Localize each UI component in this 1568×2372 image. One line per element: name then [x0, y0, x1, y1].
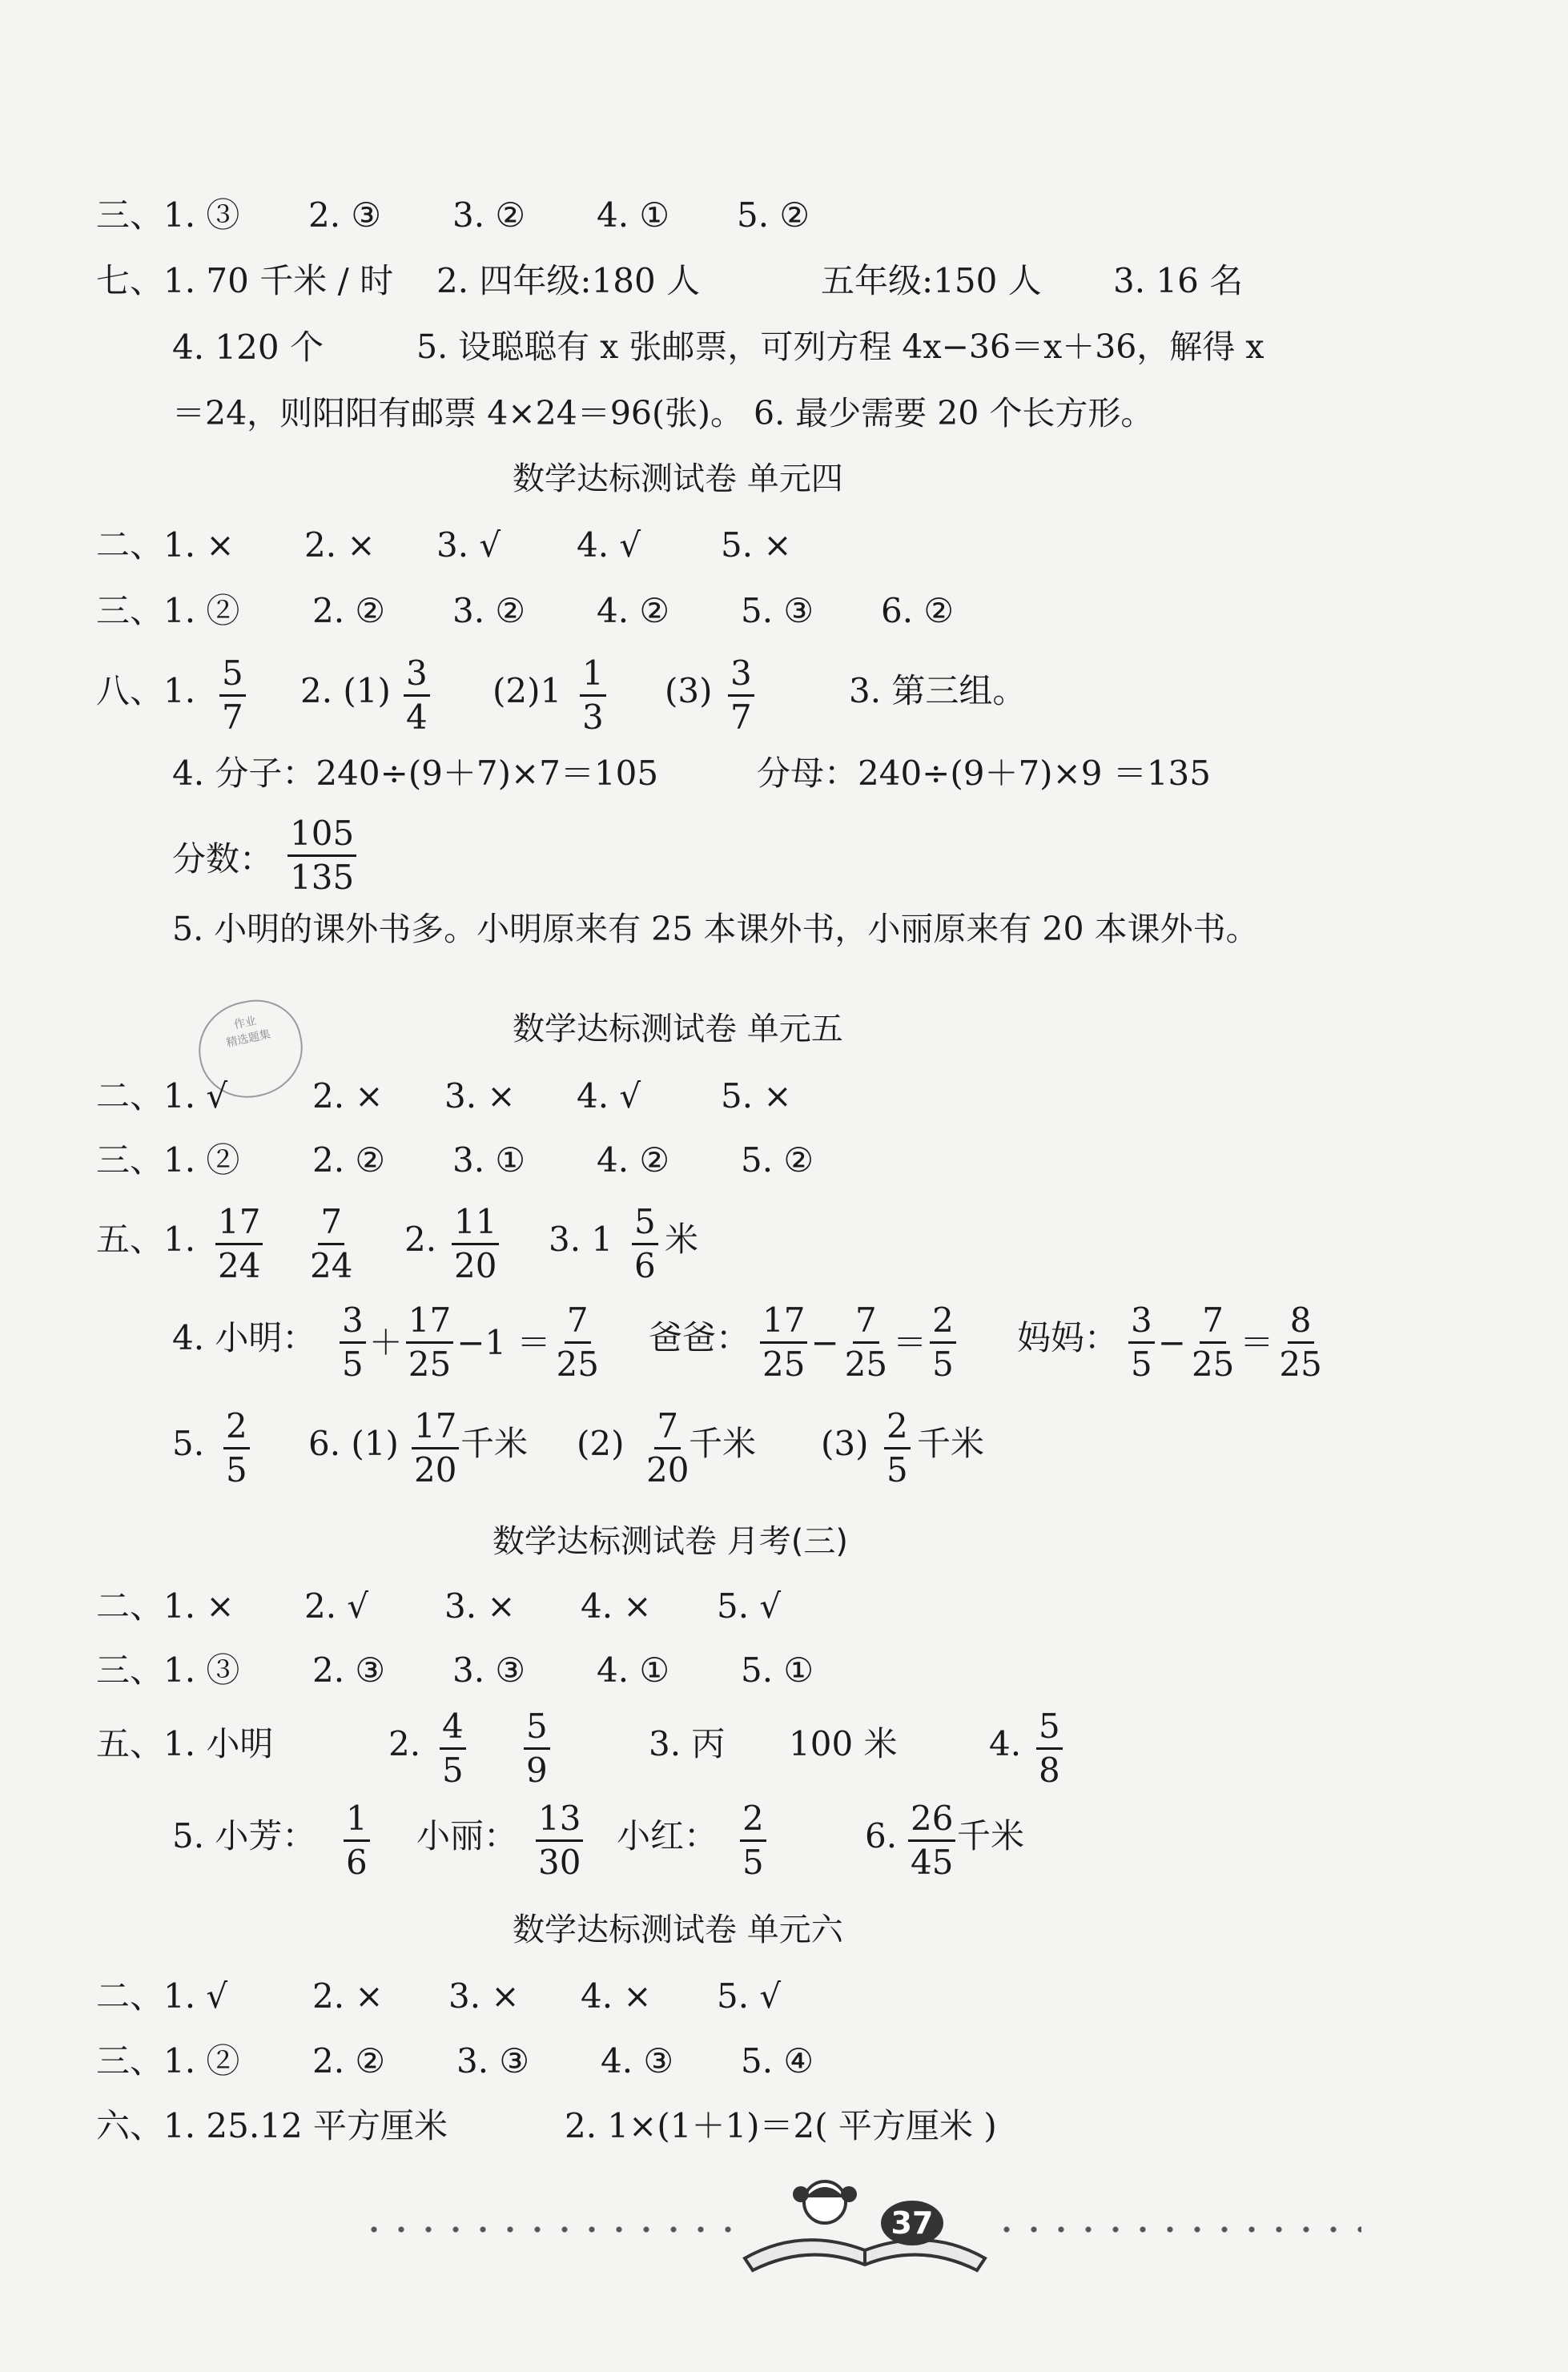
answer-item: 千米	[917, 1424, 985, 1463]
fraction: $\frac{26}{45}$	[908, 1802, 955, 1880]
answer-item: 6. (1)	[308, 1424, 399, 1463]
operator: −1 ＝	[456, 1322, 551, 1362]
answer-item: 2. ×	[304, 525, 376, 565]
operator: ＝	[1240, 1322, 1274, 1362]
answer-item: 5. ×	[721, 1076, 792, 1116]
fraction: $\frac{105}{135}$	[287, 817, 356, 895]
answer-item: 4. ×	[581, 1976, 652, 2016]
answer-item: ＝24，则阳阳有邮票 4×24＝96(张)。 6. 最少需要 20 个长方形。	[172, 394, 1154, 432]
answer-item: 4. 小明：	[172, 1318, 316, 1357]
answer-item: 2. ②	[312, 2041, 386, 2081]
equation	[757, 1301, 959, 1384]
answer-item: 5. √	[717, 1976, 782, 2016]
answer-item: 五、1. 小明	[96, 1724, 274, 1763]
section-title-text: 数学达标测试卷 单元六	[513, 1912, 843, 1948]
fraction: $\frac{7}{25}$	[556, 1301, 599, 1384]
answer-item: 二、1. √	[96, 1976, 228, 2016]
answer-item: 2. √	[304, 1586, 369, 1626]
answer-item: 五年级:150 人	[821, 261, 1042, 300]
fraction: $\frac{17}{24}$	[215, 1205, 263, 1283]
answer-item: 3. 1	[549, 1220, 613, 1259]
answer-item: 2. ③	[308, 195, 382, 235]
answer-item: 2. 1×(1＋1)＝2( 平方厘米 )	[565, 2106, 997, 2145]
answer-item: 3. ×	[444, 1586, 516, 1626]
dotted-rule-left	[360, 2226, 745, 2233]
answer-item: 二、1. √	[96, 1076, 228, 1116]
section-title-text: 数学达标测试卷 单元五	[513, 1011, 843, 1047]
answer-item: (2)	[577, 1424, 625, 1463]
answer-item: 三、1. ②	[96, 591, 240, 630]
answer-item: 6. ②	[881, 591, 955, 630]
answer-item: 2. ×	[312, 1076, 384, 1116]
answer-item: 3. ①	[452, 1140, 526, 1180]
answer-item: 5.	[172, 1424, 205, 1463]
answer-item: 5. ②	[737, 195, 810, 235]
answer-item: 5. ③	[741, 591, 814, 630]
fraction: $\frac{5}{7}$	[219, 657, 246, 734]
answer-item: 2. ②	[312, 1140, 386, 1180]
equation	[1125, 1301, 1328, 1384]
answer-item: 3. √	[436, 525, 501, 565]
equation	[336, 1301, 605, 1384]
fraction: $\frac{17}{25}$	[760, 1304, 807, 1381]
answer-item: 二、1. ×	[96, 1586, 235, 1626]
answer-item: 4. ②	[597, 1140, 670, 1180]
operator: ＝	[893, 1322, 927, 1362]
fraction: $\frac{7}{25}$	[1191, 1301, 1235, 1384]
fraction: $\frac{4}{5}$	[440, 1710, 466, 1787]
answer-item: 2.	[388, 1724, 421, 1763]
fraction: $\frac{5}{9}$	[524, 1710, 550, 1787]
fraction: $\frac{7}{24}$	[310, 1202, 353, 1285]
answer-item: 3. ②	[452, 591, 526, 630]
section-title-text: 数学达标测试卷 月考(三)	[493, 1523, 848, 1560]
answer-item: 4. ②	[597, 591, 670, 630]
dotted-rule-right	[993, 2226, 1361, 2233]
answer-item: 3. 丙	[649, 1724, 726, 1763]
answer-item: 三、1. ③	[96, 1650, 240, 1690]
answer-item: 妈妈：	[1017, 1318, 1119, 1357]
section-title-text: 数学达标测试卷 单元四	[513, 460, 843, 497]
fraction: $\frac{1}{6}$	[344, 1802, 370, 1880]
answer-item: 4. √	[577, 525, 641, 565]
fraction: $\frac{11}{20}$	[452, 1205, 499, 1283]
answer-item: 五、1.	[96, 1220, 196, 1259]
answer-item: 4. 120 个	[172, 328, 324, 367]
page-number: 37	[881, 2201, 943, 2245]
answer-item: 3. 第三组。	[849, 671, 1027, 710]
page-footer	[0, 2178, 1568, 2274]
book-reading-girl-icon	[737, 2178, 993, 2274]
stamp-watermark: 作业 精选题集	[190, 991, 312, 1107]
answer-item: 千米	[689, 1424, 757, 1463]
answer-item: 千米	[460, 1424, 529, 1463]
answer-item: 米	[665, 1220, 699, 1259]
fraction: $\frac{3}{4}$	[404, 657, 430, 734]
fraction: $\frac{17}{20}$	[412, 1409, 459, 1487]
operator: −	[1157, 1322, 1186, 1362]
answer-item: 5. 小明的课外书多。小明原来有 25 本课外书，小丽原来有 20 本课外书。	[172, 910, 1259, 948]
answer-item: 5. √	[717, 1586, 782, 1626]
fraction: $\frac{13}{30}$	[536, 1802, 583, 1880]
answer-item: 3. 16 名	[1113, 261, 1244, 300]
answer-item: 2. ②	[312, 591, 386, 630]
answer-item: 3. ×	[444, 1076, 516, 1116]
operator: −	[810, 1322, 839, 1362]
answer-item: 3. ③	[452, 1650, 526, 1690]
answer-item: 6.	[865, 1816, 898, 1855]
answer-item: 2. (1)	[300, 671, 391, 710]
answer-item: 小丽：	[416, 1816, 518, 1855]
answer-item: 4.	[989, 1724, 1022, 1763]
answer-item: 小红：	[617, 1816, 718, 1855]
answer-item: 5. ×	[721, 525, 792, 565]
answer-item: 4. ①	[597, 1650, 670, 1690]
answer-item: 三、1. ②	[96, 1140, 240, 1180]
answer-item: 分母：240÷(9＋7)×9 ＝135	[757, 754, 1212, 793]
answer-item: 100 米	[789, 1724, 898, 1763]
answer-item: 5. 设聪聪有 x 张邮票，可列方程 4x−36＝x＋36，解得 x	[416, 328, 1264, 366]
operator: ＋	[368, 1322, 403, 1362]
answer-item: 六、1. 25.12 平方厘米	[96, 2106, 448, 2145]
answer-item: 4. 分子：240÷(9＋7)×7＝105	[172, 754, 659, 793]
fraction: $\frac{3}{7}$	[728, 657, 754, 734]
answer-item: 千米	[957, 1816, 1025, 1855]
answer-item: (3)	[665, 671, 713, 710]
answer-item: 3. ③	[456, 2041, 530, 2081]
fraction: $\frac{2}{5}$	[223, 1409, 250, 1487]
fraction: $\frac{1}{3}$	[580, 657, 606, 734]
answer-item: 三、1. ③	[96, 195, 240, 235]
fraction: $\frac{3}{5}$	[340, 1304, 366, 1381]
fraction: $\frac{5}{6}$	[632, 1205, 658, 1283]
fraction: $\frac{17}{25}$	[406, 1304, 453, 1381]
answer-item: 3. ②	[452, 195, 526, 235]
answer-item: 2. ③	[312, 1650, 386, 1690]
answer-item: 4. ③	[601, 2041, 674, 2081]
fraction: $\frac{2}{5}$	[884, 1409, 911, 1487]
answer-item: 三、1. ②	[96, 2041, 240, 2081]
answer-item: 5. 小芳：	[172, 1816, 316, 1855]
fraction: $\frac{3}{5}$	[1128, 1304, 1155, 1381]
answer-item: 5. ②	[741, 1140, 814, 1180]
answer-item: 分数：	[172, 839, 274, 878]
answer-item: 七、1. 70 千米 / 时	[96, 261, 394, 300]
answer-item: 2. 四年级:180 人	[436, 261, 701, 300]
answer-item: 2.	[404, 1220, 437, 1259]
fraction: $\frac{7}{25}$	[844, 1301, 888, 1384]
fraction: $\frac{2}{5}$	[930, 1304, 956, 1381]
answer-item: 八、1.	[96, 671, 196, 710]
fraction: $\frac{7}{20}$	[646, 1406, 690, 1490]
answer-item: 3. ×	[448, 1976, 520, 2016]
answer-item: 5. ①	[741, 1650, 814, 1690]
fraction: $\frac{8}{25}$	[1279, 1301, 1322, 1384]
answer-item: 2. ×	[312, 1976, 384, 2016]
answer-item: (3)	[821, 1424, 869, 1463]
answer-item: 5. ④	[741, 2041, 814, 2081]
answer-item: 爸爸：	[649, 1318, 750, 1357]
fraction: $\frac{2}{5}$	[740, 1802, 766, 1880]
answer-item: 4. ①	[597, 195, 670, 235]
fraction: $\frac{5}{8}$	[1036, 1710, 1063, 1787]
answer-item: 4. ×	[581, 1586, 652, 1626]
answer-item: 4. √	[577, 1076, 641, 1116]
answer-item: (2)1	[493, 671, 562, 710]
answer-item: 二、1. ×	[96, 525, 235, 565]
